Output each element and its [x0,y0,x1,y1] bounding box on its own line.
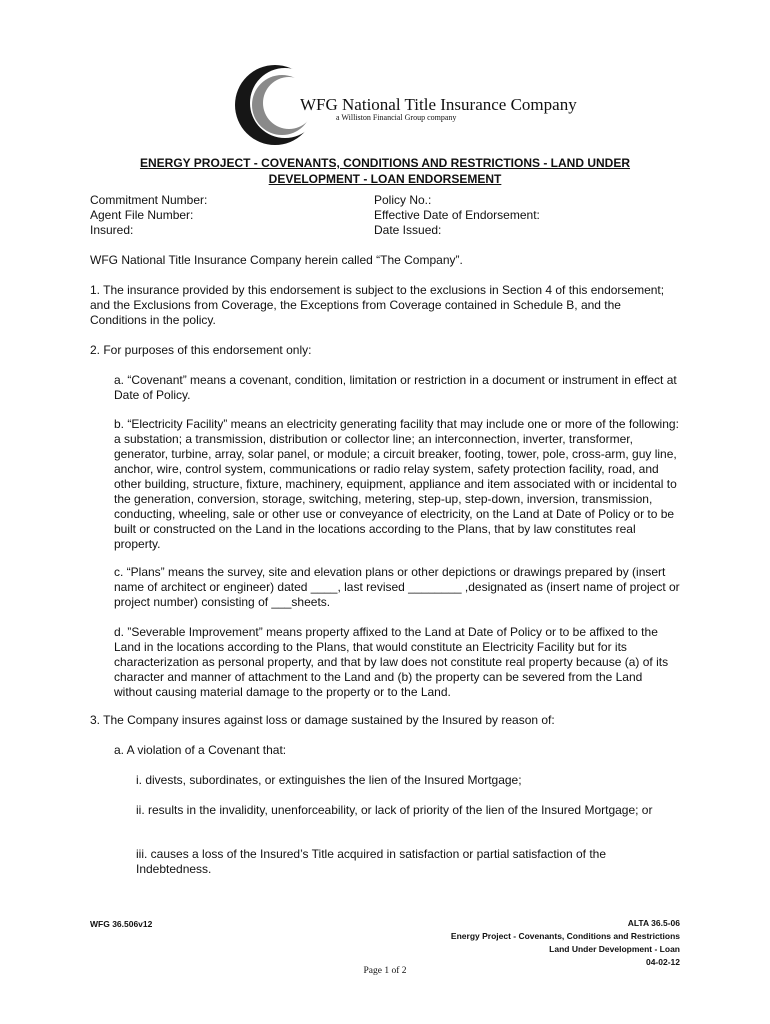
footer-desc-2: Land Under Development - Loan [549,944,680,954]
section-3a-i: i. divests, subordinates, or extinguishes the lien of the Insured Mortgage; [136,773,522,787]
effective-date: Effective Date of Endorsement: [374,208,540,222]
agent-file-number: Agent File Number: [90,208,194,222]
title-line-2: DEVELOPMENT - LOAN ENDORSEMENT [268,172,502,186]
company-name: WFG National Title Insurance Company [300,95,577,114]
title-line-1: ENERGY PROJECT - COVENANTS, CONDITIONS AND RESTRICTIONS - LAND UNDER [139,156,631,170]
section-2d: d. ”Severable Improvement” means property affixed to the Land at Date of Policy or to be affixed to the Land in the locations according to the Plans, that would constitute an Electricity Facility but for its characterization as personal property, and that by law does not constitute real property because (a) of its character and manner of attachment to the Land and (b) the property can be severed from the Land without causing material damage to the property or to the Land. [114,625,669,699]
section-3a-ii: ii. results in the invalidity, unenforceability, or lack of priority of the lien of the Insured Mortgage; or [136,803,653,817]
alta-code: ALTA 36.5-06 [627,918,680,928]
company-tagline: a Williston Financial Group company [336,113,457,122]
section-3a-iii: iii. causes a loss of the Insured’s Title acquired in satisfaction or partial satisfaction of the Indebtedness. [136,847,607,876]
meta-right [374,193,540,238]
policy-no: Policy No.: [374,193,432,207]
section-2a: a. “Covenant” means a covenant, condition, limitation or restriction in a document or instrument in effect at Date of Policy. [114,373,677,402]
footer-date: 04-02-12 [645,957,680,967]
intro-paragraph: WFG National Title Insurance Company herein called “The Company”. [90,253,463,267]
document-title [90,155,680,187]
section-3: 3. The Company insures against loss or damage sustained by the Insured by reason of: [90,713,555,727]
commitment-number: Commitment Number: [90,193,208,207]
section-2: 2. For purposes of this endorsement only: [90,343,312,357]
meta-left [90,193,207,238]
page-number: Page 1 of 2 [363,966,407,976]
section-2b: b. “Electricity Facility” means an electricity generating facility that may include one or more of the following: a substation; a transmission, distribution or collector line; an interconnection, inverter, transformer, generator, turbine, array, solar panel, or module; a circuit breaker, footing, tower, pole, cross-arm, guy line, anchor, wire, control system, communications or radio relay system, safety protection facility, road, and other building, structure, fixture, machinery, equipment, appliance and item associated with or incidental to the generation, conversion, storage, switching, metering, step-up, step-down, inversion, transmission, conducting, wheeling, sale or other use or conveyance of electricity, on the Land at Date of Policy or to be built or constructed on the Land in the locations according to the Plans, that by law constitutes real property. [114,417,679,551]
footer-right [451,917,680,969]
date-issued: Date Issued: [374,223,442,237]
section-1: 1. The insurance provided by this endorsement is subject to the exclusions in Section 4 of this endorsement; and the Exclusions from Coverage, the Exceptions from Coverage contained in Schedule B, and the Conditions in the policy. [90,283,665,327]
section-2c: c. “Plans” means the survey, site and elevation plans or other depictions or drawings prepared by (insert name of architect or engineer) dated ____, last revised ________ ,designated as (insert name of project or project number) consisting of ___sheets. [114,565,680,609]
section-3a: a. A violation of a Covenant that: [114,743,287,757]
form-id: WFG 36.506v12 [90,919,153,929]
insured-label: Insured: [90,223,134,237]
footer-desc-1: Energy Project - Covenants, Conditions and Restrictions [450,931,680,941]
